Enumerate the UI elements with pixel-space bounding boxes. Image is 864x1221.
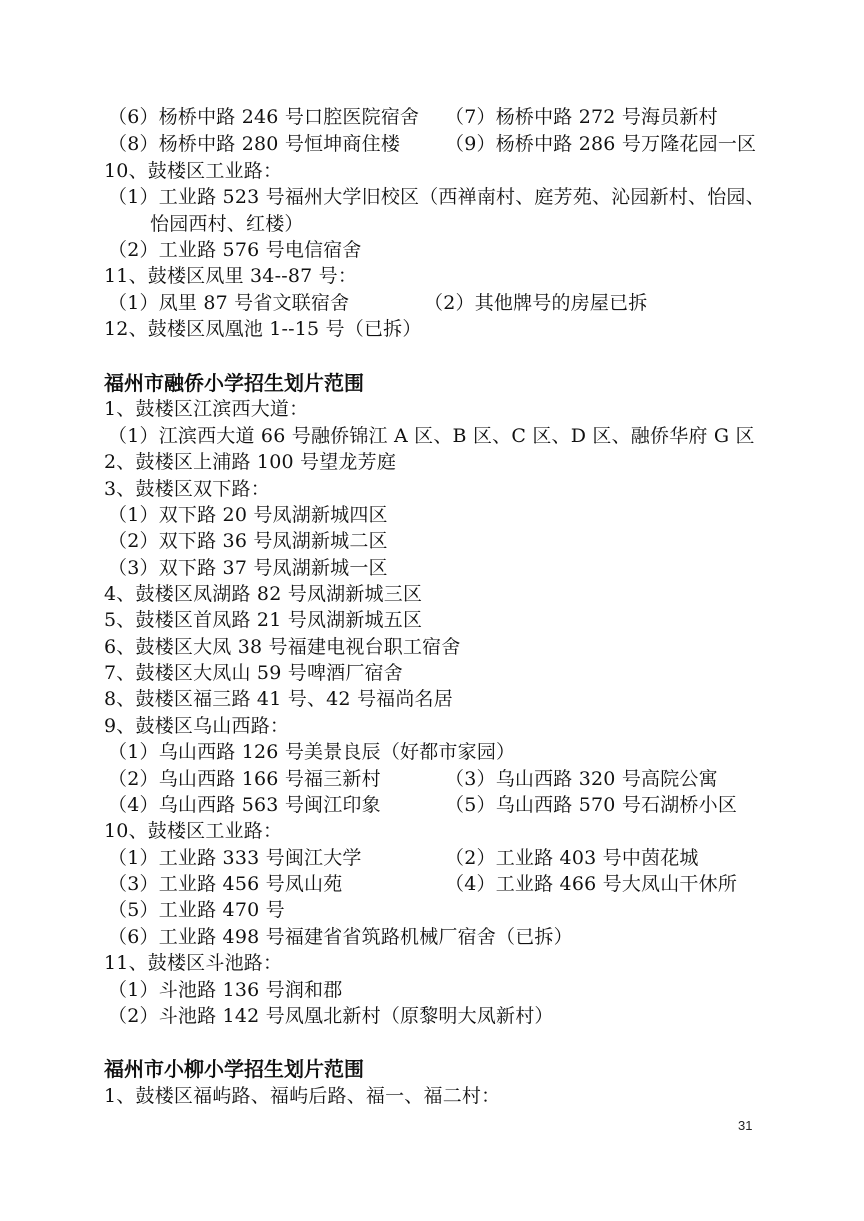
list-item: （8）杨桥中路 280 号恒坤商住楼	[108, 133, 401, 155]
list-item: （1）工业路 333 号闽江大学	[108, 847, 362, 869]
list-item: 10、鼓楼区工业路：	[104, 820, 283, 842]
list-item: （4）乌山西路 563 号闽江印象	[108, 794, 381, 816]
list-item: （6）杨桥中路 246 号口腔医院宿舍	[108, 106, 420, 128]
list-item: （6）工业路 498 号福建省省筑路机械厂宿舍（已拆）	[108, 926, 573, 948]
list-item: （1）双下路 20 号凤湖新城四区	[108, 504, 388, 526]
list-item: （3）乌山西路 320 号高院公寓	[445, 768, 718, 790]
section-title-rongqiao: 福州市融侨小学招生划片范围	[104, 371, 364, 395]
list-item: 12、鼓楼区凤凰池 1--15 号（已拆）	[104, 318, 422, 340]
list-item: （4）工业路 466 号大凤山干休所	[445, 873, 738, 895]
list-item: （2）工业路 403 号中茵花城	[445, 847, 699, 869]
list-item: 10、鼓楼区工业路：	[104, 160, 283, 182]
list-item: （1）江滨西大道 66 号融侨锦江 A 区、B 区、C 区、D 区、融侨华府 G 区	[108, 425, 755, 447]
list-item: （5）乌山西路 570 号石湖桥小区	[445, 794, 738, 816]
list-item: （2）乌山西路 166 号福三新村	[108, 768, 381, 790]
list-item: 11、鼓楼区凤里 34--87 号：	[104, 265, 358, 287]
list-item: 4、鼓楼区凤湖路 82 号凤湖新城三区	[104, 583, 423, 605]
list-item: （2）其他牌号的房屋已拆	[424, 292, 648, 314]
list-item: 3、鼓楼区双下路：	[104, 478, 270, 500]
list-item: 11、鼓楼区斗池路：	[104, 952, 283, 974]
list-item: 2、鼓楼区上浦路 100 号望龙芳庭	[104, 451, 397, 473]
list-item: 9、鼓楼区乌山西路：	[104, 715, 290, 737]
list-item: （3）工业路 456 号凤山苑	[108, 873, 343, 895]
list-item: 1、鼓楼区福屿路、福屿后路、福一、福二村：	[104, 1085, 501, 1107]
list-item: 8、鼓楼区福三路 41 号、42 号福尚名居	[104, 688, 453, 710]
list-item: （7）杨桥中路 272 号海员新村	[445, 106, 718, 128]
list-item: （1）凤里 87 号省文联宿舍	[108, 292, 350, 314]
list-item: 5、鼓楼区首凤路 21 号凤湖新城五区	[104, 609, 423, 631]
page-number: 31	[738, 1118, 753, 1133]
list-item: 1、鼓楼区江滨西大道：	[104, 398, 309, 420]
list-item: （1）斗池路 136 号润和郡	[108, 979, 343, 1001]
list-item: （2）双下路 36 号凤湖新城二区	[108, 530, 388, 552]
section-title-xiaoliu: 福州市小柳小学招生划片范围	[104, 1057, 364, 1081]
list-item: 7、鼓楼区大凤山 59 号啤酒厂宿舍	[104, 662, 403, 684]
list-item: （1）乌山西路 126 号美景良辰（好都市家园）	[108, 741, 516, 763]
list-item: 6、鼓楼区大凤 38 号福建电视台职工宿舍	[104, 636, 461, 658]
list-item: （3）双下路 37 号凤湖新城一区	[108, 557, 388, 579]
list-item: （2）斗池路 142 号凤凰北新村（原黎明大凤新村）	[108, 1005, 554, 1027]
list-item: （5）工业路 470 号	[108, 899, 285, 921]
list-item: （2）工业路 576 号电信宿舍	[108, 239, 362, 261]
list-item: 怡园西村、红楼）	[150, 213, 304, 235]
list-item: （1）工业路 523 号福州大学旧校区（西禅南村、庭芳苑、沁园新村、怡园、	[108, 186, 765, 208]
list-item: （9）杨桥中路 286 号万隆花园一区	[445, 133, 757, 155]
